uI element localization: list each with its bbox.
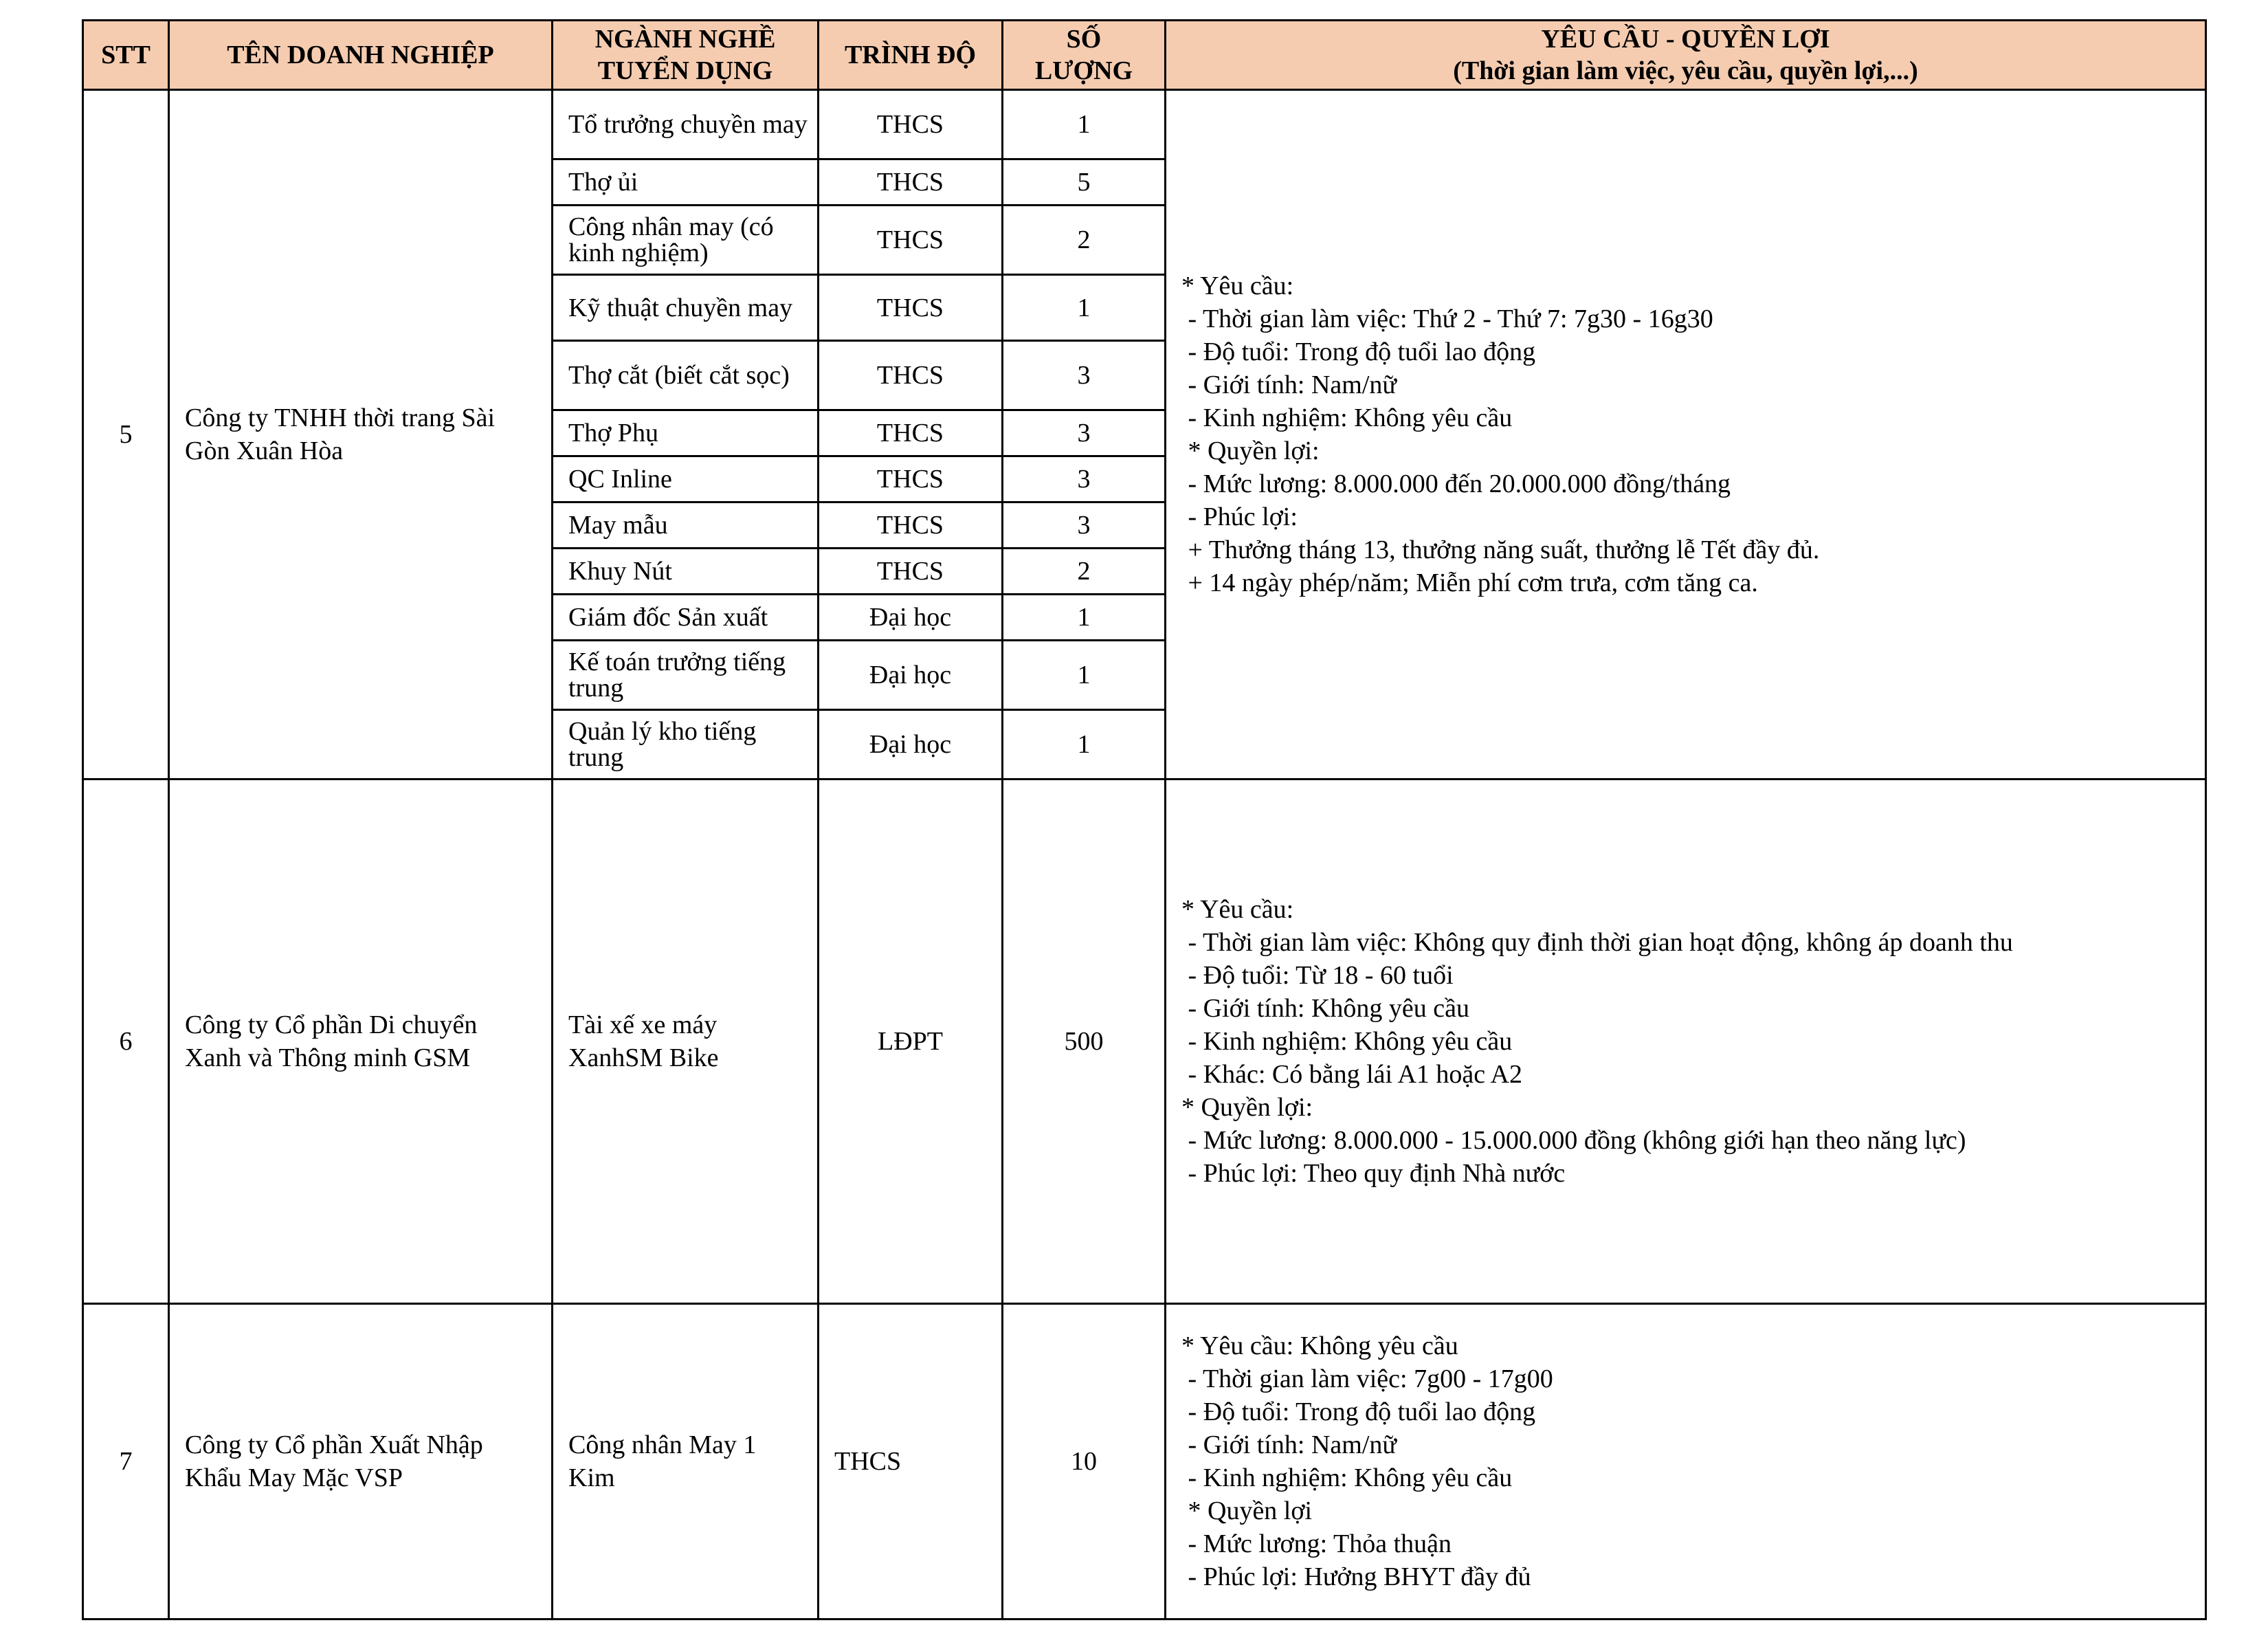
job-level: THCS <box>819 549 1003 595</box>
header-job-line1: NGÀNH NGHỀ <box>594 25 776 54</box>
requirement-line: - Phúc lợi: Theo quy định Nhà nước <box>1181 1159 1566 1188</box>
requirement-line: - Giới tính: Không yêu cầu <box>1181 994 1470 1023</box>
requirement-line: * Yêu cầu: Không yêu cầu <box>1181 1331 1458 1360</box>
requirement-line: - Mức lương: 8.000.000 - 15.000.000 đồng (không giới hạn theo năng lực) <box>1181 1126 1966 1155</box>
job-title: Tài xế xe máy XanhSM Bike <box>553 780 819 1304</box>
job-title: Tổ trưởng chuyền may <box>553 90 819 159</box>
job-title: Công nhân may (có kinh nghiệm) <box>553 206 819 275</box>
header-job-line2: TUYỂN DỤNG <box>597 56 773 85</box>
job-level: Đại học <box>819 595 1003 641</box>
requirement-line: - Thời gian làm việc: Thứ 2 - Thứ 7: 7g30 - 16g30 <box>1181 305 1713 333</box>
requirement-line: - Mức lương: 8.000.000 đến 20.000.000 đồng/tháng <box>1181 469 1731 498</box>
job-quantity: 3 <box>1003 341 1166 410</box>
header-stt: STT <box>83 21 169 90</box>
header-row <box>83 21 2206 90</box>
job-quantity: 1 <box>1003 595 1166 641</box>
job-level: Đại học <box>819 710 1003 780</box>
row-requirements <box>1166 90 2206 780</box>
job-quantity: 3 <box>1003 502 1166 549</box>
requirement-line: - Phúc lợi: Hưởng BHYT đầy đủ <box>1181 1562 1531 1591</box>
job-level: THCS <box>819 206 1003 275</box>
job-quantity: 2 <box>1003 549 1166 595</box>
job-level: Đại học <box>819 641 1003 710</box>
job-quantity: 1 <box>1003 275 1166 341</box>
row-stt: 5 <box>83 90 169 780</box>
row-stt: 7 <box>83 1304 169 1620</box>
requirement-line: * Yêu cầu: <box>1181 272 1294 300</box>
header-qty <box>1003 21 1166 90</box>
requirement-line: - Thời gian làm việc: 7g00 - 17g00 <box>1181 1364 1553 1393</box>
job-level: THCS <box>819 275 1003 341</box>
header-requirements <box>1166 21 2206 90</box>
row-company: Công ty TNHH thời trang Sài Gòn Xuân Hòa <box>169 90 553 780</box>
requirement-line: - Kinh nghiệm: Không yêu cầu <box>1181 404 1513 432</box>
job-quantity: 3 <box>1003 410 1166 456</box>
header-company: TÊN DOANH NGHIỆP <box>169 21 553 90</box>
job-quantity: 2 <box>1003 206 1166 275</box>
row-requirements <box>1166 780 2206 1304</box>
requirement-line: - Độ tuổi: Trong độ tuổi lao động <box>1181 1397 1536 1426</box>
job-level: THCS <box>819 90 1003 159</box>
requirement-line: + Thưởng tháng 13, thưởng năng suất, thưởng lễ Tết đầy đủ. <box>1181 535 1820 564</box>
header-req-line1: YÊU CẦU - QUYỀN LỢI <box>1541 25 1830 54</box>
requirement-line: * Yêu cầu: <box>1181 895 1294 924</box>
row-stt: 6 <box>83 780 169 1304</box>
job-title: Thợ ủi <box>553 159 819 206</box>
job-title: Khuy Nút <box>553 549 819 595</box>
job-quantity: 1 <box>1003 90 1166 159</box>
job-title: May mẫu <box>553 502 819 549</box>
job-title: Công nhân May 1 Kim <box>553 1304 819 1620</box>
job-quantity: 3 <box>1003 456 1166 502</box>
header-level: TRÌNH ĐỘ <box>819 21 1003 90</box>
job-level: THCS <box>819 410 1003 456</box>
requirement-line: - Kinh nghiệm: Không yêu cầu <box>1181 1027 1513 1056</box>
header-qty-line2: LƯỢNG <box>1034 56 1133 85</box>
header-job <box>553 21 819 90</box>
row-company: Công ty Cổ phần Di chuyển Xanh và Thông minh GSM <box>169 780 553 1304</box>
requirement-line: * Quyền lợi: <box>1181 436 1320 465</box>
job-level: THCS <box>819 1304 1003 1620</box>
job-title: Giám đốc Sản xuất <box>553 595 819 641</box>
job-quantity: 500 <box>1003 780 1166 1304</box>
job-quantity: 1 <box>1003 710 1166 780</box>
requirement-line: - Thời gian làm việc: Không quy định thời gian hoạt động, không áp doanh thu <box>1181 928 2013 957</box>
job-level: THCS <box>819 341 1003 410</box>
table-row <box>83 1304 2206 1620</box>
job-level: LĐPT <box>819 780 1003 1304</box>
recruitment-table <box>82 19 2207 1620</box>
requirement-line: - Giới tính: Nam/nữ <box>1181 1430 1397 1459</box>
job-title: Thợ Phụ <box>553 410 819 456</box>
row-requirements <box>1166 1304 2206 1620</box>
table-body <box>83 90 2206 1620</box>
requirement-line: - Giới tính: Nam/nữ <box>1181 371 1397 399</box>
requirement-line: - Độ tuổi: Trong độ tuổi lao động <box>1181 338 1536 366</box>
requirement-line: * Quyền lợi: <box>1181 1093 1313 1122</box>
job-title: QC Inline <box>553 456 819 502</box>
job-quantity: 10 <box>1003 1304 1166 1620</box>
requirement-line: + 14 ngày phép/năm; Miễn phí cơm trưa, cơm tăng ca. <box>1181 568 1758 597</box>
requirement-line: - Kinh nghiệm: Không yêu cầu <box>1181 1463 1513 1492</box>
row-company: Công ty Cổ phần Xuất Nhập Khẩu May Mặc VSP <box>169 1304 553 1620</box>
job-level: THCS <box>819 456 1003 502</box>
job-title: Thợ cắt (biết cắt sọc) <box>553 341 819 410</box>
job-quantity: 1 <box>1003 641 1166 710</box>
job-title: Quản lý kho tiếng trung <box>553 710 819 780</box>
header-req-line2: (Thời gian làm việc, yêu cầu, quyền lợi,...) <box>1453 56 1918 85</box>
job-level: THCS <box>819 159 1003 206</box>
requirement-line: - Độ tuổi: Từ 18 - 60 tuổi <box>1181 961 1454 990</box>
job-level: THCS <box>819 502 1003 549</box>
requirement-line: * Quyền lợi <box>1181 1496 1313 1525</box>
table-row <box>83 780 2206 1304</box>
table-row <box>83 90 2206 159</box>
requirement-line: - Phúc lợi: <box>1181 502 1298 531</box>
requirement-line: - Mức lương: Thỏa thuận <box>1181 1529 1452 1558</box>
header-qty-line1: SỐ <box>1066 25 1102 54</box>
requirement-line: - Khác: Có bằng lái A1 hoặc A2 <box>1181 1060 1523 1089</box>
job-title: Kế toán trưởng tiếng trung <box>553 641 819 710</box>
job-quantity: 5 <box>1003 159 1166 206</box>
job-title: Kỹ thuật chuyền may <box>553 275 819 341</box>
